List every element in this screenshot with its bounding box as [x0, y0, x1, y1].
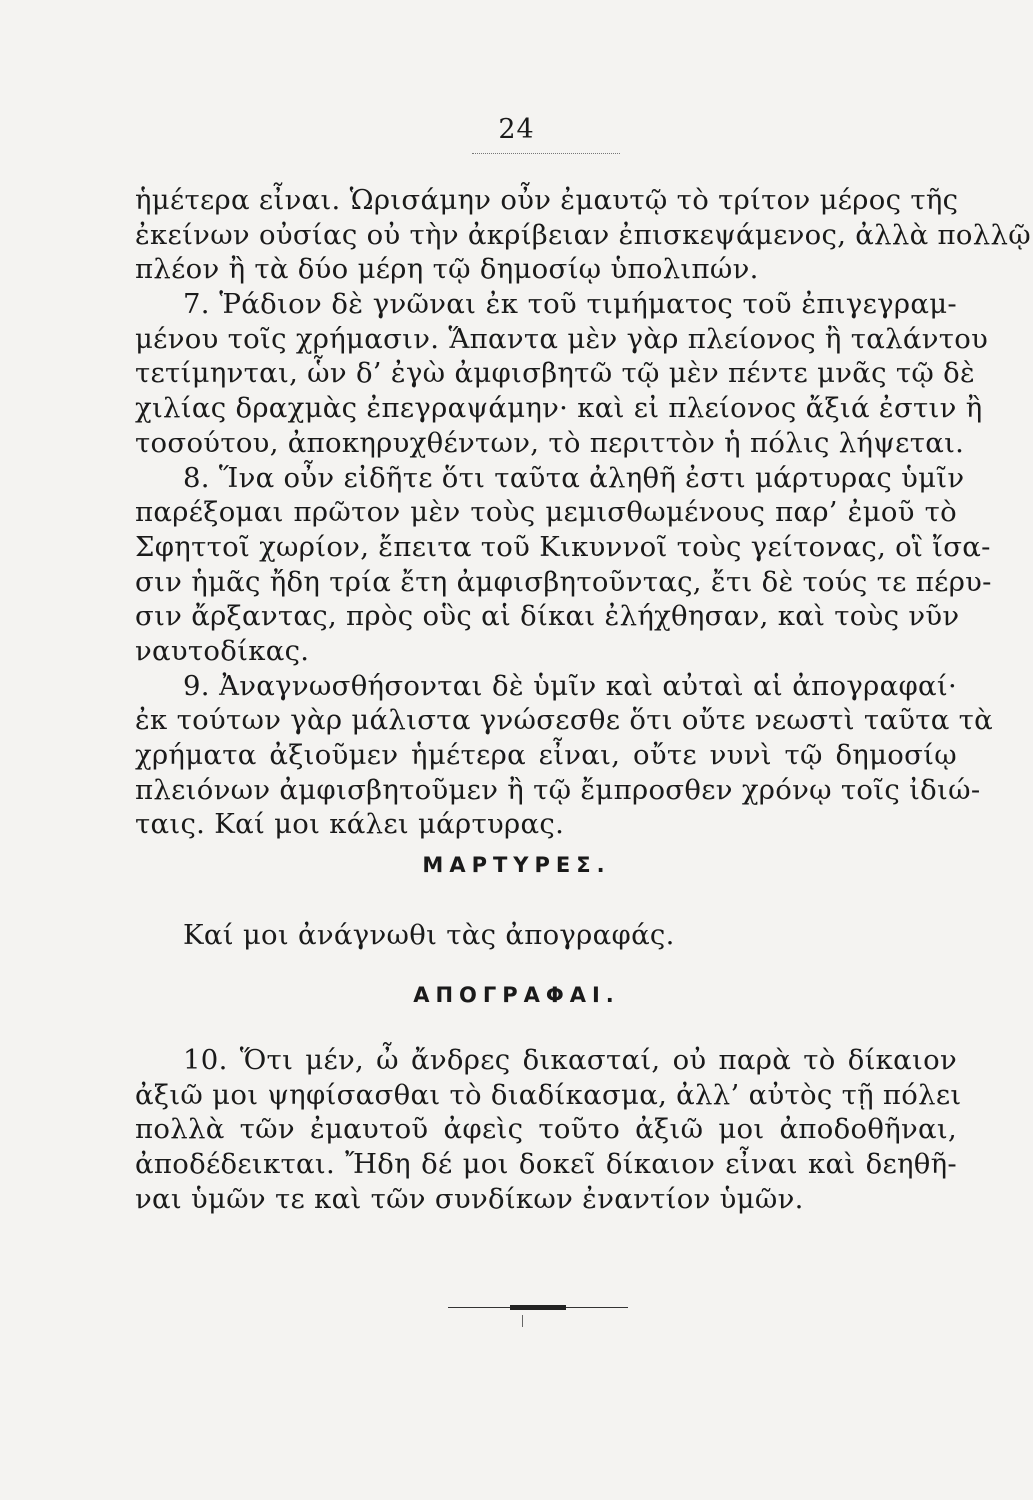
reading-instruction: Καί μοι ἀνάγνωθι τὰς ἀπογραφάς. [183, 919, 675, 951]
section-7-start: 7. Ῥάδιον δὲ γνῶναι ἐκ τοῦ τιμήματος τοῦ ἐπιγεγραμ- [183, 288, 957, 321]
text-line: χιλίας δραχμὰς ἐπεγραψάμην· καὶ εἰ πλείονος ἄξιά ἐστιν ἢ [135, 392, 983, 425]
section-8-start: 8. Ἵνα οὖν εἰδῆτε ὅτι ταῦτα ἀληθῆ ἐστι μάρτυρας ὑμῖν [183, 461, 965, 494]
witnesses-heading: ΜΑΡΤΥΡΕΣ. [422, 853, 611, 877]
text-line: πολλὰ τῶν ἐμαυτοῦ ἀφεὶς τοῦτο ἀξιῶ μοι ἀποδοθῆναι, [135, 1113, 957, 1146]
text-line: ναι ὑμῶν τε καὶ τῶν συνδίκων ἐναντίον ὑμῶν. [135, 1182, 804, 1215]
end-ornament-tick [522, 1315, 523, 1327]
section-10 [135, 1043, 962, 1216]
text-line: ἡμέτερα εἶναι. Ὡρισάμην οὖν ἐμαυτῷ τὸ τρίτον μέρος τῆς [135, 184, 959, 216]
text-line: Σφηττοῖ χωρίον, ἔπειτα τοῦ Κικυννοῖ τοὺς γείτονας, οἳ ἴσα- [135, 530, 991, 563]
text-line: ἐκ τούτων γὰρ μάλιστα γνώσεσθε ὅτι οὔτε νεωστὶ ταῦτα τὰ [135, 704, 994, 737]
section-10-start: 10. Ὅτι μέν, ὦ ἄνδρες δικασταί, οὐ παρὰ τὸ δίκαιον [183, 1044, 957, 1076]
text-line: παρέξομαι πρῶτον μὲν τοὺς μεμισθωμένους παρ’ ἐμοῦ τὸ [135, 496, 957, 529]
text-line: τοσούτου, ἀποκηρυχθέντων, τὸ περιττὸν ἡ πόλις λήψεται. [135, 426, 965, 459]
text-line: σιν ἄρξαντας, πρὸς οὓς αἱ δίκαι ἐλήχθησαν, καὶ τοὺς νῦν [135, 600, 960, 633]
text-line: τετίμηνται, ὧν δ’ ἐγὼ ἀμφισβητῶ τῷ μὲν πέντε μνᾶς τῷ δὲ [135, 357, 976, 390]
text-line: ἐκείνων οὐσίας οὐ τὴν ἀκρίβειαν ἐπισκεψάμενος, ἀλλὰ πολλῷ [135, 218, 1031, 251]
text-line: ἀποδέδεικται. Ἤδη δέ μοι δοκεῖ δίκαιον εἶναι καὶ δεηθῆ- [135, 1148, 957, 1181]
text-line: χρήματα ἀξιοῦμεν ἡμέτερα εἶναι, οὔτε νυνὶ τῷ δημοσίῳ [135, 739, 957, 771]
text-line: ταις. Καί μοι κάλει μάρτυρας. [135, 808, 565, 841]
main-text [135, 183, 1031, 842]
text-line: ἀξιῶ μοι ψηφίσασθαι τὸ διαδίκασμα, ἀλλ’ αὐτὸς τῇ πόλει [135, 1078, 962, 1111]
ornament-thick-bar [510, 1305, 566, 1310]
page-number: 24 [498, 114, 535, 145]
end-ornament-rule [448, 1304, 628, 1312]
text-line: πλέον ἢ τὰ δύο μέρη τῷ δημοσίῳ ὑπολιπών. [135, 253, 759, 286]
text-line: μένου τοῖς χρήμασιν. Ἅπαντα μὲν γὰρ πλείονος ἢ ταλάντου [135, 322, 989, 355]
text-line: πλειόνων ἀμφισβητοῦμεν ἢ τῷ ἔμπροσθεν χρόνῳ τοῖς ἰδιώ- [135, 773, 981, 806]
text-line: σιν ἡμᾶς ἤδη τρία ἔτη ἀμφισβητοῦντας, ἔτι δὲ τούς τε πέρυ- [135, 565, 992, 598]
text-line: ναυτοδίκας. [135, 634, 310, 667]
header-divider [472, 153, 620, 154]
section-9-start: 9. Ἀναγνωσθήσονται δὲ ὑμῖν καὶ αὐταὶ αἱ ἀπογραφαί· [183, 669, 957, 702]
inventories-heading: ΑΠΟΓΡΑΦΑΙ. [413, 983, 620, 1007]
